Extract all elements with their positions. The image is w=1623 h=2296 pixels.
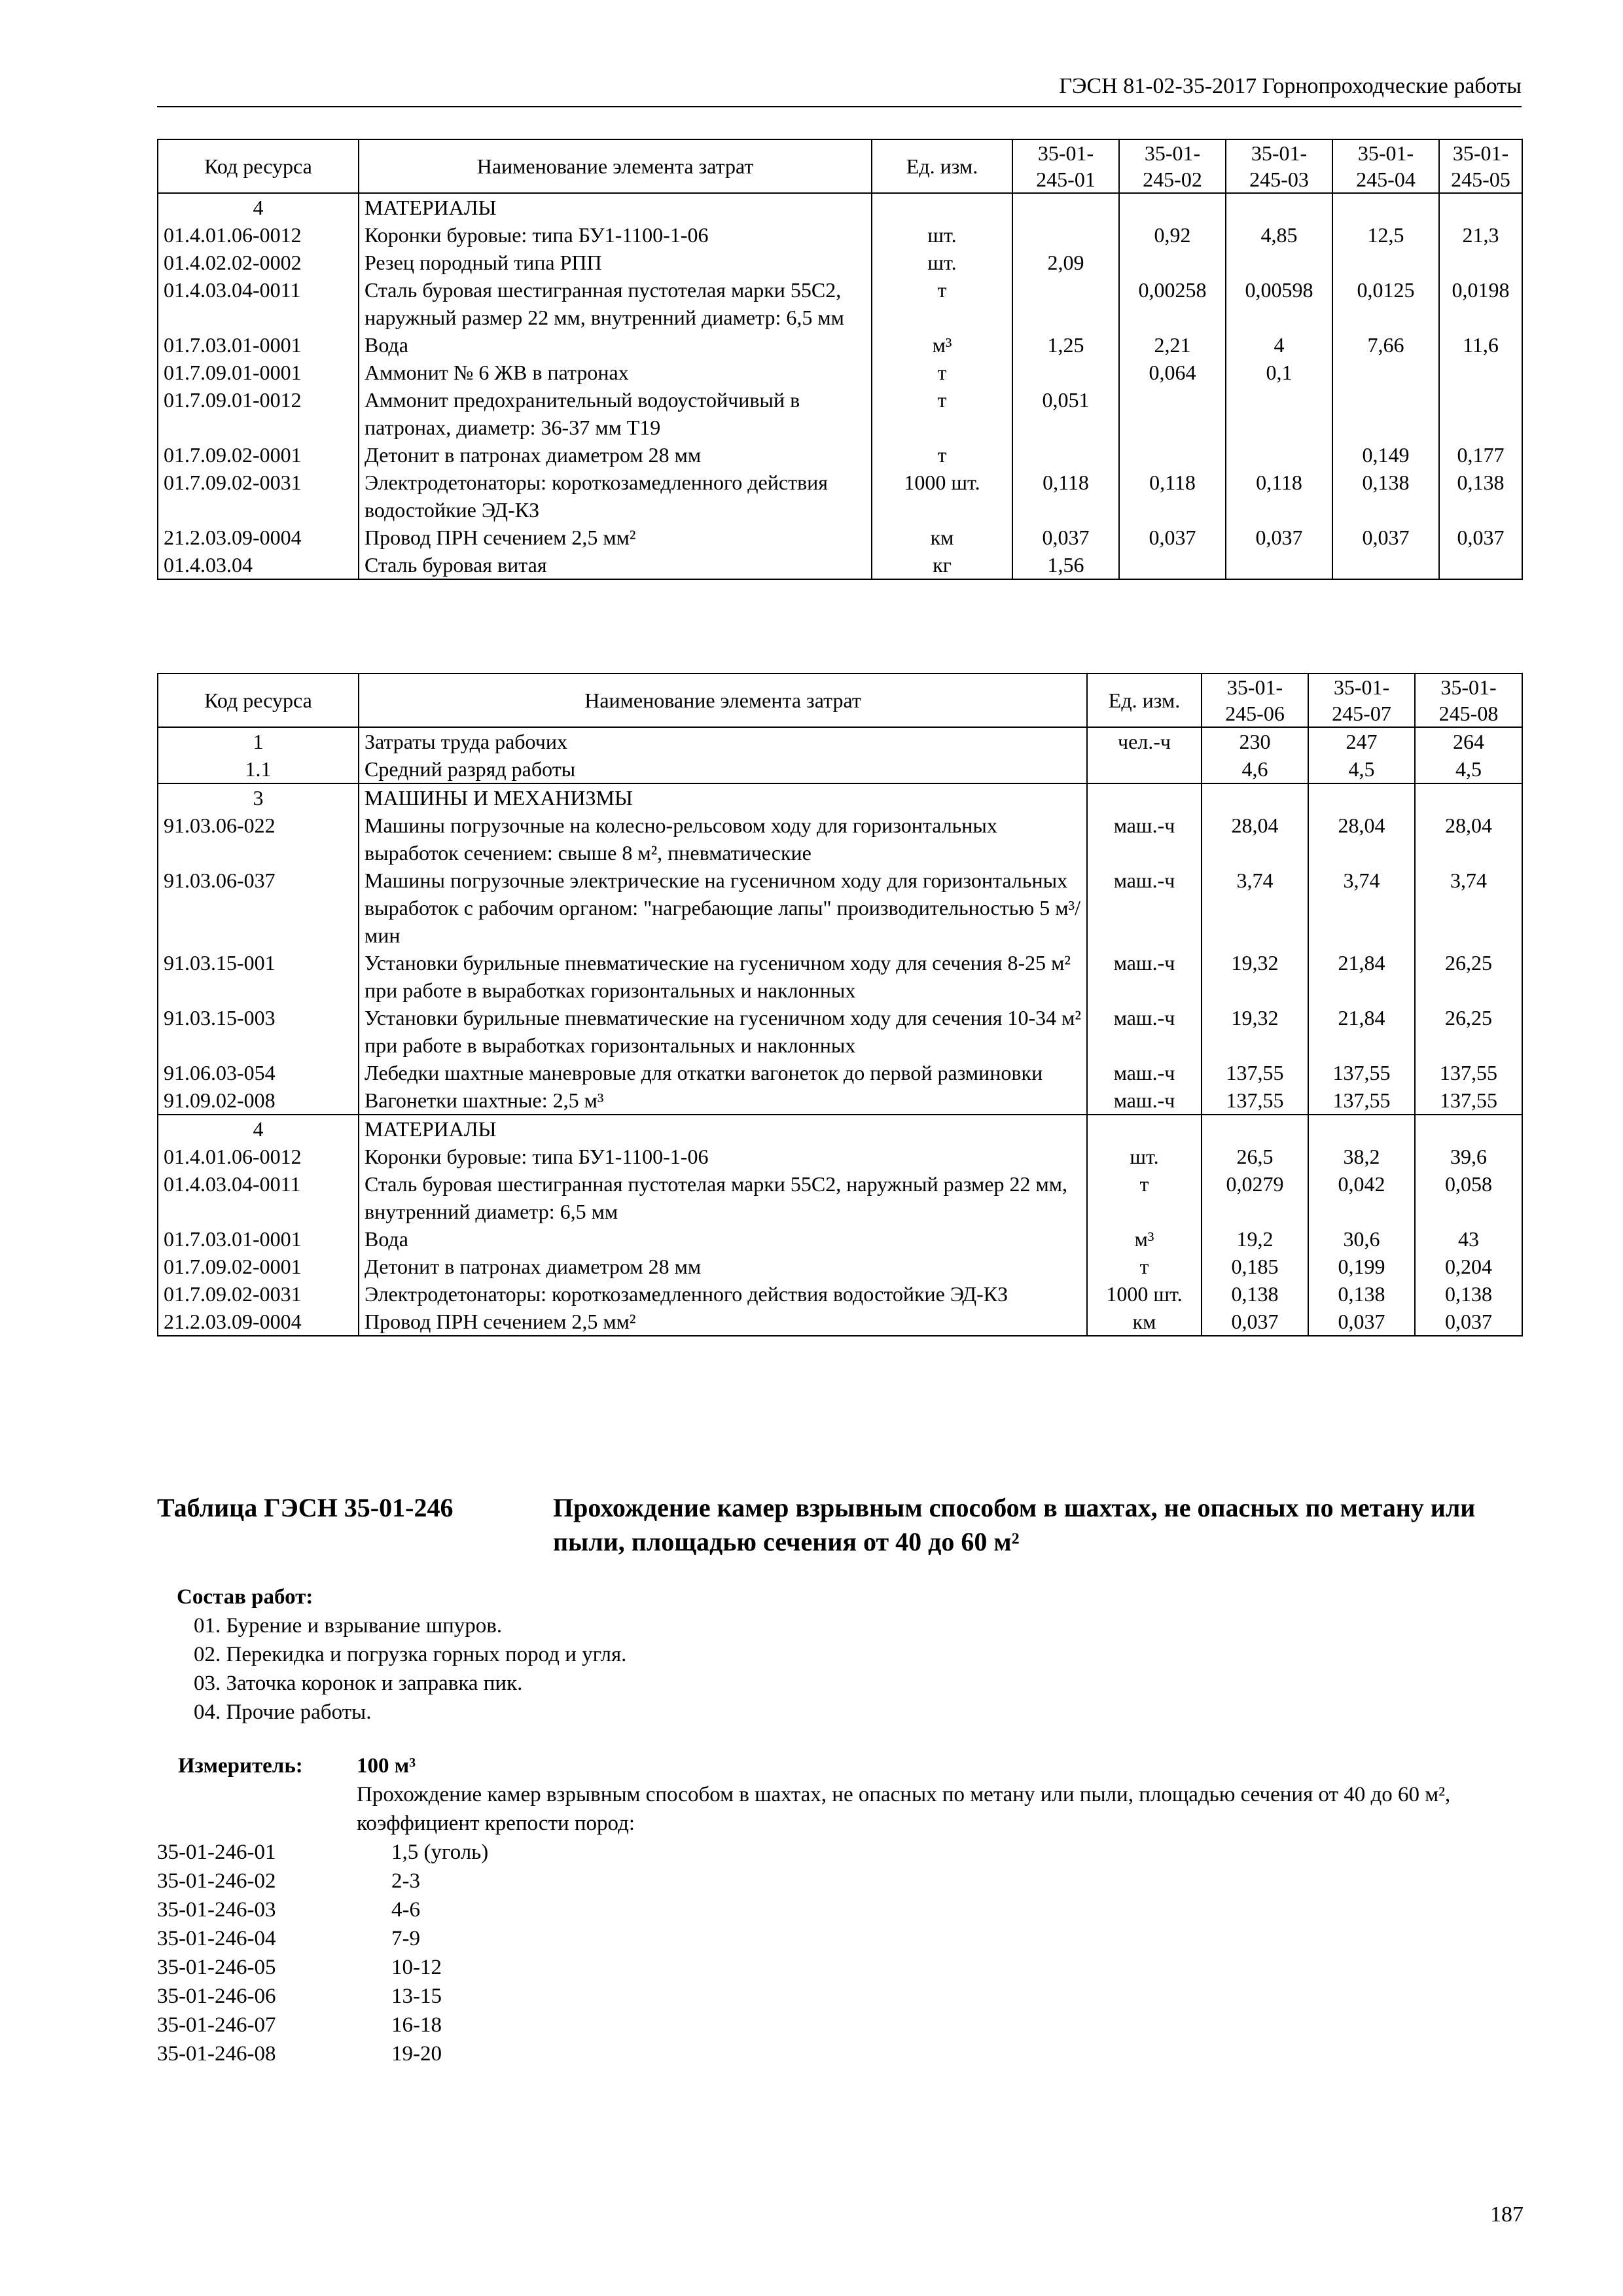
table-row <box>158 551 1522 579</box>
cost-element-name: МАТЕРИАЛЫ <box>359 1115 1087 1143</box>
norm-value: 137,55 <box>1415 1086 1522 1115</box>
norm-value: 0,037 <box>1332 524 1439 551</box>
norm-value: 0,051 <box>1012 386 1119 441</box>
column-header: Ед. изм. <box>1087 673 1202 727</box>
norm-value: 26,25 <box>1415 1004 1522 1059</box>
norm-value: 1,56 <box>1012 551 1119 579</box>
norm-value <box>1308 783 1415 812</box>
norm-value: 0,138 <box>1202 1280 1308 1308</box>
norm-value <box>1332 551 1439 579</box>
cost-element-name: Установки бурильные пневматические на гусеничном ходу для сечения 10-34 м² при работе в выработках горизонтальных и наклонных <box>359 1004 1087 1059</box>
unit: км <box>872 524 1012 551</box>
table-row <box>158 386 1522 441</box>
column-header: Наименование элемента затрат <box>359 673 1087 727</box>
rock-hardness: 4-6 <box>391 1898 420 1922</box>
norm-value: 4,5 <box>1308 755 1415 783</box>
norm-value <box>1226 193 1332 221</box>
unit: маш.-ч <box>1087 1086 1202 1115</box>
resource-code: 01.4.02.02-0002 <box>158 249 359 276</box>
norm-value: 137,55 <box>1308 1059 1415 1086</box>
cost-element-name: Детонит в патронах диаметром 28 мм <box>359 441 872 469</box>
rock-hardness: 16-18 <box>391 2013 442 2037</box>
measure-row <box>157 1953 681 1982</box>
norm-value: 21,84 <box>1308 1004 1415 1059</box>
column-header: Код ресурса <box>158 139 359 193</box>
header-rule <box>157 106 1522 107</box>
resource-code: 91.03.15-001 <box>158 949 359 1004</box>
norm-value: 0,0125 <box>1332 276 1439 331</box>
resource-code: 91.06.03-054 <box>158 1059 359 1086</box>
column-header: 35-01- 245-03 <box>1226 139 1332 193</box>
norm-value <box>1332 386 1439 441</box>
rate-code: 35-01-246-04 <box>157 1927 276 1950</box>
norm-value: 7,66 <box>1332 331 1439 359</box>
norm-value <box>1012 276 1119 331</box>
norm-value: 26,25 <box>1415 949 1522 1004</box>
norm-value: 19,32 <box>1202 1004 1308 1059</box>
norm-value: 137,55 <box>1415 1059 1522 1086</box>
unit: т <box>872 276 1012 331</box>
norm-value: 0,0198 <box>1439 276 1522 331</box>
column-header: 35-01- 245-05 <box>1439 139 1522 193</box>
norm-value: 0,00598 <box>1226 276 1332 331</box>
norm-value: 0,0279 <box>1202 1170 1308 1225</box>
norm-value: 0,064 <box>1119 359 1226 386</box>
table-row <box>158 1059 1522 1086</box>
norm-value: 3,74 <box>1308 867 1415 949</box>
resource-code: 91.03.15-003 <box>158 1004 359 1059</box>
resource-table-2 <box>157 673 1523 1336</box>
rock-hardness: 1,5 (уголь) <box>391 1840 489 1864</box>
table-row <box>158 469 1522 524</box>
cost-element-name: Провод ПРН сечением 2,5 мм² <box>359 1308 1087 1336</box>
cost-element-name: Электродетонаторы: короткозамедленного действия водостойкие ЭД-КЗ <box>359 469 872 524</box>
unit: маш.-ч <box>1087 1004 1202 1059</box>
works-composition <box>177 1583 626 1727</box>
running-header: ГЭСН 81-02-35-2017 Горнопроходческие работы <box>1059 74 1522 98</box>
resource-code: 91.03.06-022 <box>158 812 359 867</box>
norm-value <box>1332 359 1439 386</box>
rate-code: 35-01-246-07 <box>157 2013 276 2037</box>
norm-value: 28,04 <box>1308 812 1415 867</box>
table-row <box>158 249 1522 276</box>
norm-value: 137,55 <box>1202 1086 1308 1115</box>
measure-rows <box>157 1838 681 2068</box>
table-row <box>158 1004 1522 1059</box>
table-row <box>158 812 1522 867</box>
unit: т <box>1087 1253 1202 1280</box>
column-header: Код ресурса <box>158 673 359 727</box>
norm-value: 0,199 <box>1308 1253 1415 1280</box>
rate-code: 35-01-246-03 <box>157 1898 276 1922</box>
rate-code: 35-01-246-01 <box>157 1840 276 1864</box>
unit: м³ <box>872 331 1012 359</box>
norm-value: 0,037 <box>1012 524 1119 551</box>
cost-element-name: МАТЕРИАЛЫ <box>359 193 872 221</box>
rock-hardness: 7-9 <box>391 1927 420 1950</box>
norm-value: 2,09 <box>1012 249 1119 276</box>
norm-value <box>1119 193 1226 221</box>
norm-value: 0,118 <box>1119 469 1226 524</box>
resource-code: 01.4.01.06-0012 <box>158 221 359 249</box>
norm-value: 0,118 <box>1226 469 1332 524</box>
column-header: 35-01- 245-07 <box>1308 673 1415 727</box>
measure-label: Измеритель: <box>178 1754 303 1778</box>
resource-code: 91.03.06-037 <box>158 867 359 949</box>
section-table-name: Прохождение камер взрывным способом в шахтах, не опасных по метану или пыли, площадью сечения от 40 до 60 м² <box>553 1493 1476 1556</box>
norm-value: 0,185 <box>1202 1253 1308 1280</box>
norm-value: 0,118 <box>1012 469 1119 524</box>
measure-row <box>157 1895 681 1924</box>
norm-value <box>1439 551 1522 579</box>
rate-code: 35-01-246-08 <box>157 2042 276 2066</box>
works-item: 01. Бурение и взрывание шпуров. <box>194 1614 503 1638</box>
norm-value: 28,04 <box>1415 812 1522 867</box>
resource-code: 91.09.02-008 <box>158 1086 359 1115</box>
norm-value: 0,1 <box>1226 359 1332 386</box>
cost-element-name: Коронки буровые: типа БУ1-1100-1-06 <box>359 1143 1087 1170</box>
norm-value: 43 <box>1415 1225 1522 1253</box>
norm-value <box>1012 193 1119 221</box>
unit: т <box>872 441 1012 469</box>
norm-value: 30,6 <box>1308 1225 1415 1253</box>
unit <box>1087 755 1202 783</box>
table-row <box>158 359 1522 386</box>
rate-code: 35-01-246-06 <box>157 1984 276 2008</box>
measure-row <box>157 2011 681 2039</box>
cost-element-name: Провод ПРН сечением 2,5 мм² <box>359 524 872 551</box>
norm-value: 38,2 <box>1308 1143 1415 1170</box>
unit: шт. <box>872 249 1012 276</box>
unit: т <box>872 359 1012 386</box>
column-header: 35-01- 245-04 <box>1332 139 1439 193</box>
norm-value <box>1012 221 1119 249</box>
norm-value: 4,85 <box>1226 221 1332 249</box>
cost-element-name: МАШИНЫ И МЕХАНИЗМЫ <box>359 783 1087 812</box>
unit: 1000 шт. <box>872 469 1012 524</box>
rock-hardness: 13-15 <box>391 1984 442 2008</box>
cost-element-name: Установки бурильные пневматические на гусеничном ходу для сечения 8-25 м² при работе в выработках горизонтальных и наклонных <box>359 949 1087 1004</box>
works-heading: Состав работ: <box>177 1585 313 1609</box>
norm-value: 0,037 <box>1226 524 1332 551</box>
norm-value: 137,55 <box>1202 1059 1308 1086</box>
unit: шт. <box>872 221 1012 249</box>
norm-value: 0,00258 <box>1119 276 1226 331</box>
table-row <box>158 1280 1522 1308</box>
norm-value <box>1226 386 1332 441</box>
column-header: Наименование элемента затрат <box>359 139 872 193</box>
norm-value: 4 <box>1226 331 1332 359</box>
column-header: 35-01- 245-06 <box>1202 673 1308 727</box>
cost-element-name: Детонит в патронах диаметром 28 мм <box>359 1253 1087 1280</box>
resource-code: 1.1 <box>158 755 359 783</box>
unit <box>1087 783 1202 812</box>
norm-value: 230 <box>1202 727 1308 755</box>
resource-code: 01.7.09.01-0012 <box>158 386 359 441</box>
table-row <box>158 221 1522 249</box>
norm-value <box>1012 441 1119 469</box>
resource-code: 21.2.03.09-0004 <box>158 1308 359 1336</box>
norm-value: 0,138 <box>1439 469 1522 524</box>
cost-element-name: Машины погрузочные электрические на гусеничном ходу для горизонтальных выработок с рабочим органом: "нагребающие лапы" производительностью 5 м³/мин <box>359 867 1087 949</box>
norm-value: 19,2 <box>1202 1225 1308 1253</box>
column-header: 35-01- 245-08 <box>1415 673 1522 727</box>
norm-value: 0,037 <box>1119 524 1226 551</box>
measure-unit: 100 м³ <box>357 1754 416 1778</box>
norm-value <box>1119 386 1226 441</box>
unit <box>1087 1115 1202 1143</box>
cost-element-name: Сталь буровая витая <box>359 551 872 579</box>
unit: т <box>872 386 1012 441</box>
norm-value: 0,92 <box>1119 221 1226 249</box>
measure-row <box>157 2039 681 2068</box>
resource-code: 01.7.09.02-0031 <box>158 1280 359 1308</box>
norm-value: 39,6 <box>1415 1143 1522 1170</box>
column-header: 35-01- 245-01 <box>1012 139 1119 193</box>
norm-value <box>1119 441 1226 469</box>
norm-value: 0,037 <box>1308 1308 1415 1336</box>
resource-code: 01.7.09.02-0001 <box>158 441 359 469</box>
norm-value: 0,058 <box>1415 1170 1522 1225</box>
rock-hardness: 2-3 <box>391 1869 420 1893</box>
norm-value: 21,3 <box>1439 221 1522 249</box>
norm-value <box>1332 193 1439 221</box>
cost-element-name: Машины погрузочные на колесно-рельсовом ходу для горизонтальных выработок сечением: свыше 8 м², пневматические <box>359 812 1087 867</box>
norm-value: 4,5 <box>1415 755 1522 783</box>
norm-value: 0,149 <box>1332 441 1439 469</box>
table-row <box>158 1308 1522 1336</box>
cost-element-name: Электродетонаторы: короткозамедленного действия водостойкие ЭД-КЗ <box>359 1280 1087 1308</box>
cost-element-name: Сталь буровая шестигранная пустотелая марки 55С2, наружный размер 22 мм, внутренний диаметр: 6,5 мм <box>359 1170 1087 1225</box>
resource-code: 01.7.03.01-0001 <box>158 331 359 359</box>
norm-value: 0,037 <box>1415 1308 1522 1336</box>
section-row <box>158 1115 1522 1143</box>
measure-description: Прохождение камер взрывным способом в шахтах, не опасных по метану или пыли, площадью сечения от 40 до 60 м², коэффициент крепости пород: <box>357 1783 1451 1835</box>
rock-hardness: 10-12 <box>391 1956 442 1979</box>
norm-value: 0,177 <box>1439 441 1522 469</box>
resource-code: 01.7.09.01-0001 <box>158 359 359 386</box>
page-number: 187 <box>1490 2202 1524 2227</box>
unit: чел.-ч <box>1087 727 1202 755</box>
norm-value: 0,037 <box>1439 524 1522 551</box>
table-row <box>158 867 1522 949</box>
works-item: 02. Перекидка и погрузка горных пород и угля. <box>194 1643 627 1666</box>
norm-value: 1,25 <box>1012 331 1119 359</box>
table-row <box>158 1253 1522 1280</box>
norm-value: 2,21 <box>1119 331 1226 359</box>
norm-value: 3,74 <box>1415 867 1522 949</box>
cost-element-name: Аммонит предохранительный водоустойчивый в патронах, диаметр: 36-37 мм Т19 <box>359 386 872 441</box>
table-row <box>158 1086 1522 1115</box>
norm-value <box>1119 551 1226 579</box>
unit: 1000 шт. <box>1087 1280 1202 1308</box>
table-row <box>158 276 1522 331</box>
unit: маш.-ч <box>1087 812 1202 867</box>
section-row <box>158 783 1522 812</box>
table-row <box>158 1170 1522 1225</box>
table-row <box>158 441 1522 469</box>
rate-code: 35-01-246-02 <box>157 1869 276 1893</box>
resource-code: 01.7.03.01-0001 <box>158 1225 359 1253</box>
norm-value <box>1226 249 1332 276</box>
resource-code: 01.4.03.04 <box>158 551 359 579</box>
norm-value <box>1332 249 1439 276</box>
resource-code: 4 <box>158 1115 359 1143</box>
measure-row <box>157 1838 681 1867</box>
cost-element-name: Аммонит № 6 ЖВ в патронах <box>359 359 872 386</box>
norm-value <box>1202 783 1308 812</box>
norm-value: 26,5 <box>1202 1143 1308 1170</box>
section-table-code: Таблица ГЭСН 35-01-246 <box>157 1493 454 1522</box>
resource-code: 01.4.01.06-0012 <box>158 1143 359 1170</box>
norm-value: 11,6 <box>1439 331 1522 359</box>
cost-element-name: Сталь буровая шестигранная пустотелая марки 55С2, наружный размер 22 мм, внутренний диаметр: 6,5 мм <box>359 276 872 331</box>
table-row <box>158 1143 1522 1170</box>
measure-row <box>157 1982 681 2011</box>
norm-value: 0,204 <box>1415 1253 1522 1280</box>
cost-element-name: Вагонетки шахтные: 2,5 м³ <box>359 1086 1087 1115</box>
cost-element-name: Коронки буровые: типа БУ1-1100-1-06 <box>359 221 872 249</box>
norm-value: 3,74 <box>1202 867 1308 949</box>
cost-element-name: Резец породный типа РПП <box>359 249 872 276</box>
norm-value <box>1415 783 1522 812</box>
resource-code: 01.7.09.02-0031 <box>158 469 359 524</box>
norm-value <box>1439 386 1522 441</box>
unit: маш.-ч <box>1087 867 1202 949</box>
section-row <box>158 193 1522 221</box>
norm-value <box>1439 193 1522 221</box>
column-header: Ед. изм. <box>872 139 1012 193</box>
cost-element-name: Лебедки шахтные маневровые для откатки вагонеток до первой разминовки <box>359 1059 1087 1086</box>
unit: т <box>1087 1170 1202 1225</box>
norm-value: 0,138 <box>1308 1280 1415 1308</box>
norm-value <box>1119 249 1226 276</box>
unit: маш.-ч <box>1087 1059 1202 1086</box>
cost-element-name: Затраты труда рабочих <box>359 727 1087 755</box>
unit: м³ <box>1087 1225 1202 1253</box>
unit: км <box>1087 1308 1202 1336</box>
norm-value: 19,32 <box>1202 949 1308 1004</box>
norm-value <box>1415 1115 1522 1143</box>
measure-row <box>157 1924 681 1953</box>
norm-value: 12,5 <box>1332 221 1439 249</box>
resource-code: 01.7.09.02-0001 <box>158 1253 359 1280</box>
resource-table-1 <box>157 139 1523 580</box>
resource-code: 01.4.03.04-0011 <box>158 1170 359 1225</box>
works-item: 04. Прочие работы. <box>194 1700 372 1724</box>
measure-row <box>157 1867 681 1895</box>
rate-code: 35-01-246-05 <box>157 1956 276 1979</box>
column-header: 35-01- 245-02 <box>1119 139 1226 193</box>
cost-element-name: Вода <box>359 1225 1087 1253</box>
table-row <box>158 755 1522 783</box>
unit <box>872 193 1012 221</box>
norm-value <box>1226 551 1332 579</box>
norm-value <box>1439 359 1522 386</box>
table-row <box>158 524 1522 551</box>
norm-value: 4,6 <box>1202 755 1308 783</box>
norm-value: 0,042 <box>1308 1170 1415 1225</box>
resource-code: 3 <box>158 783 359 812</box>
table-row <box>158 1225 1522 1253</box>
norm-value: 137,55 <box>1308 1086 1415 1115</box>
norm-value <box>1308 1115 1415 1143</box>
norm-value: 247 <box>1308 727 1415 755</box>
resource-code: 01.4.03.04-0011 <box>158 276 359 331</box>
norm-value <box>1012 359 1119 386</box>
cost-element-name: Средний разряд работы <box>359 755 1087 783</box>
norm-value: 28,04 <box>1202 812 1308 867</box>
table-row <box>158 949 1522 1004</box>
resource-code: 1 <box>158 727 359 755</box>
norm-value: 21,84 <box>1308 949 1415 1004</box>
unit: шт. <box>1087 1143 1202 1170</box>
norm-value: 0,037 <box>1202 1308 1308 1336</box>
resource-code: 21.2.03.09-0004 <box>158 524 359 551</box>
norm-value: 264 <box>1415 727 1522 755</box>
works-item: 03. Заточка коронок и заправка пик. <box>194 1672 523 1695</box>
rock-hardness: 19-20 <box>391 2042 442 2066</box>
norm-value <box>1439 249 1522 276</box>
norm-value: 0,138 <box>1332 469 1439 524</box>
norm-value <box>1226 441 1332 469</box>
unit: маш.-ч <box>1087 949 1202 1004</box>
resource-code: 4 <box>158 193 359 221</box>
unit: кг <box>872 551 1012 579</box>
table-row <box>158 331 1522 359</box>
norm-value: 0,138 <box>1415 1280 1522 1308</box>
table-row <box>158 727 1522 755</box>
norm-value <box>1202 1115 1308 1143</box>
cost-element-name: Вода <box>359 331 872 359</box>
